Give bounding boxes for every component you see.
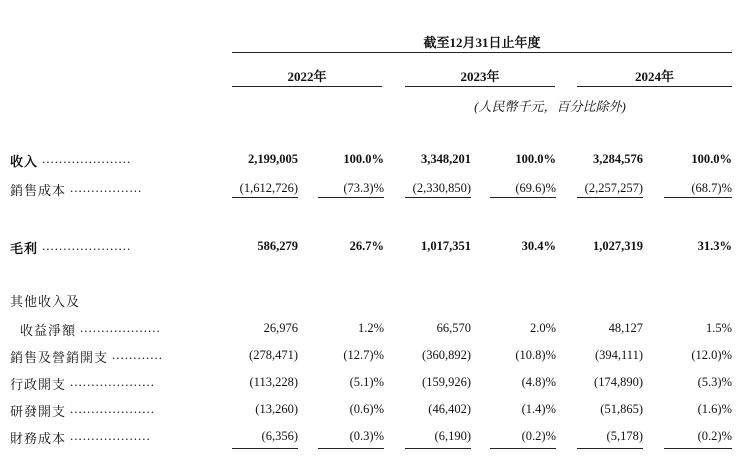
subtotal-rule (490, 197, 556, 198)
percent-cell: 1.5% (705, 321, 732, 335)
subtotal-rule (577, 197, 643, 198)
percent-cell: (12.0)% (691, 348, 732, 362)
amount-cell: (113,228) (249, 375, 298, 389)
amount-cell: (13,260) (255, 402, 298, 416)
row-label: 財務成本 (10, 431, 67, 446)
row-label: 其他收入及 (10, 294, 81, 309)
amount-cell: (278,471) (249, 348, 298, 362)
bottom-rule (490, 448, 556, 449)
amount-cell: 2,199,005 (248, 152, 298, 166)
amount-cell: (51,865) (600, 402, 643, 416)
bottom-rule (577, 448, 643, 449)
row-label: 銷售及營銷開支 (10, 350, 109, 365)
year-rule-2024 (577, 86, 732, 87)
amount-cell: (2,257,257) (584, 181, 643, 195)
year-rule-2022 (232, 86, 382, 87)
percent-cell: (69.6)% (515, 181, 556, 195)
row-leader-dots: ................... (70, 428, 151, 443)
percent-cell: 100.0% (343, 152, 384, 166)
percent-cell: (1.6)% (697, 402, 732, 416)
percent-cell: 2.0% (529, 321, 556, 335)
subtotal-rule (232, 197, 298, 198)
subtotal-rule (405, 197, 471, 198)
amount-cell: (360,892) (422, 348, 471, 362)
period-header: 截至12月31日止年度 (423, 35, 541, 50)
percent-cell: (0.6)% (349, 402, 384, 416)
amount-cell: (46,402) (428, 402, 471, 416)
row-leader-dots: ................. (70, 180, 143, 195)
percent-cell: (0.2)% (521, 429, 556, 443)
amount-cell: 3,284,576 (593, 152, 643, 166)
row-label: 毛利 (10, 241, 39, 256)
amount-cell: 48,127 (608, 321, 643, 335)
amount-cell: (394,111) (594, 348, 643, 362)
percent-cell: (68.7)% (691, 181, 732, 195)
percent-cell: 30.4% (521, 239, 556, 253)
bottom-rule (318, 448, 384, 449)
row-label: 銷售成本 (10, 183, 67, 198)
year-rule-2023 (405, 86, 555, 87)
row-label: 收益淨額 (20, 323, 77, 338)
percent-cell: (10.8)% (515, 348, 556, 362)
percent-cell: 100.0% (691, 152, 732, 166)
amount-cell: 26,976 (263, 321, 298, 335)
year-header-2022: 2022年 (287, 69, 327, 84)
amount-cell: (6,190) (434, 429, 471, 443)
percent-cell: (73.3)% (343, 181, 384, 195)
percent-cell: (4.8)% (521, 375, 556, 389)
amount-cell: (6,356) (261, 429, 298, 443)
percent-cell: 100.0% (515, 152, 556, 166)
amount-cell: 586,279 (257, 239, 298, 253)
bottom-rule (232, 448, 298, 449)
amount-cell: (5,178) (606, 429, 643, 443)
percent-cell: (0.3)% (349, 429, 384, 443)
row-leader-dots: ..................... (42, 238, 132, 253)
unit-note: (人民幣千元，百分比除外) (474, 99, 626, 114)
percent-cell: (12.7)% (343, 348, 384, 362)
row-leader-dots: ................... (80, 320, 161, 335)
subtotal-rule (664, 197, 732, 198)
row-leader-dots: ............ (112, 347, 163, 362)
year-header-2023: 2023年 (460, 69, 500, 84)
amount-cell: 66,570 (436, 321, 471, 335)
percent-cell: 26.7% (349, 239, 384, 253)
amount-cell: (1,612,726) (239, 181, 298, 195)
bottom-rule (405, 448, 471, 449)
amount-cell: (174,890) (594, 375, 643, 389)
row-label: 行政開支 (10, 377, 67, 392)
row-label: 研發開支 (10, 404, 67, 419)
amount-cell: 1,027,319 (593, 239, 643, 253)
percent-cell: (5.3)% (697, 375, 732, 389)
amount-cell: 1,017,351 (421, 239, 471, 253)
amount-cell: (2,330,850) (412, 181, 471, 195)
percent-cell: (0.2)% (697, 429, 732, 443)
bottom-rule (664, 448, 732, 449)
year-header-2024: 2024年 (634, 69, 674, 84)
amount-cell: (159,926) (422, 375, 471, 389)
percent-cell: (1.4)% (521, 402, 556, 416)
row-leader-dots: .................... (70, 401, 155, 416)
amount-cell: 3,348,201 (421, 152, 471, 166)
percent-cell: (5.1)% (349, 375, 384, 389)
period-rule (232, 52, 732, 53)
percent-cell: 1.2% (357, 321, 384, 335)
subtotal-rule (318, 197, 384, 198)
row-leader-dots: ..................... (42, 151, 132, 166)
row-label: 收入 (10, 154, 39, 169)
row-leader-dots: .................... (70, 374, 155, 389)
percent-cell: 31.3% (697, 239, 732, 253)
